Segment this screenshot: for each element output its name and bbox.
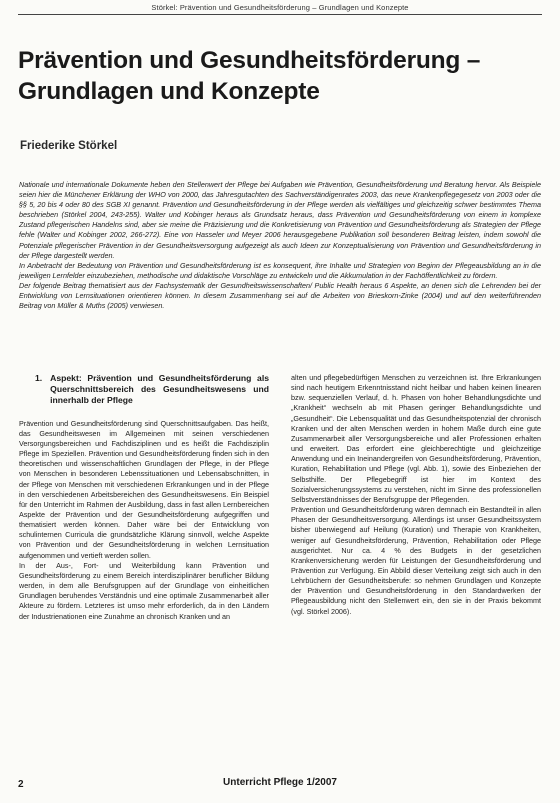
running-head: Störkel: Prävention und Gesundheitsförderung – Grundlagen und Konzepte — [151, 3, 409, 12]
title-line-1: Prävention und Gesundheitsförderung – — [18, 47, 481, 74]
intro-paragraph-2: In Anbetracht der Bedeutung von Prävention und Gesundheitsförderung ist es konsequent, ihre Inhalte und Strategien von Beginn der Pflegeausbildung an in die jeweiligen Lernfelder einzubeziehen, methodische und didaktische Vorschläge zu entwickeln und die Akkumulation in der Fachöffentlichkeit zu fördern. — [19, 260, 541, 280]
intro-paragraph-1: Nationale und internationale Dokumente heben den Stellenwert der Pflege bei Aufgaben wie Prävention, Gesundheitsförderung und Beratung hervor. Als Beispiele seien hier die Münchener Erklärung der WHO von 2000, das Jahresgutachten des Sachverständigenrates 2003, das neue Krankenpflegegesetz von 2003 oder die §§ 5, 20 bis 4 oder 80 des SGB XI genannt. Prävention und Gesundheitsförderung in der Pflege werden als vielfältiges und gleichzeitig schwer bestimmtes Thema beschrieben (Störkel 2004, 243-255). Walter und Kobinger heraus als Grundsatz heraus, dass Prävention und Gesundheitsförderung von einem in komplexe Zustand pflegerischen Handelns sind, aber sie meine die Präzisierung und die Konkretisierung von Prävention und Gesundheitsförderung als Strategien der Pflege fehle (Walter und Kobinger 2002, 266-272). Eine von Hasseler und Meyer 2006 herausgegebene Publikation soll besonderen Beitrag leisten, indem sowohl die Potenziale pflegerischer Prävention in der Gesundheitsversorgung aufgezeigt als auch Ideen zur Konzeptualisierung von Prävention und Gesundheitsförderung in der Pflege dargestellt werden. — [19, 180, 541, 260]
section-number: 1. — [35, 373, 43, 383]
right-column — [291, 373, 541, 617]
body-paragraph: alten und pflegebedürftigen Menschen zu verzeichnen ist. Ihre Erkrankungen sind nach heutigem Erkenntnisstand nicht heilbar und haben keinen linearen bzw. sequenziellen Verlauf, d. h. Phasen von hoher Behandlungsdichte und „Krankheit“ wechseln ab mit Phasen geringer Behandlungsdichte und „Gesundheit“. Die Lebensqualität und das Gesundheitspotenzial der chronisch Kranken und der alten Menschen werden in hohem Maße durch eine gute Zusammenarbeit aller Versorgungsbereiche und aller Professionen erhalten und erweitert. Das erfordert eine gleichberechtigte und gleichzeitige Anwendung und ein Ineinandergreifen von Gesundheitsförderung, Prävention, Kuration, Rehabilitation und Pflege (vgl. Abb. 1), sowie des Einbeziehen der Selbsthilfe. Der Pflegebegriff ist hier im Kontext des Sozialversicherungssystems zu verstehen, nicht im Sinne des professionellen Selbstverständnisses der Berufsgruppe der Pflegenden. — [291, 373, 541, 504]
body-paragraph: In der Aus-, Fort- und Weiterbildung kann Prävention und Gesundheitsförderung zu einem Bereich interdisziplinärer beruflicher Bildung werden, in dem alle Berufsgruppen auf der Grundlage von einheitlichen Grundlagen beruhendes Verständnis und eine optimale Zusammenarbeit aller Akteure zu fördern. Letzteres ist umso mehr erforderlich, da in den Ländern der Industrienationen eine Zunahme an chronisch Kranken und an — [19, 560, 269, 621]
author-name: Friederike Störkel — [20, 140, 118, 152]
section-heading-text: Aspekt: Prävention und Gesundheitsförderung als Querschnittsbereich des Gesundheitswesens und innerhalb der Pflege — [50, 373, 269, 406]
body-paragraph: Prävention und Gesundheitsförderung wären demnach ein Bestandteil in allen Phasen der Gesundheitsversorgung. Allerdings ist unser Gesundheitssystem bisher überwiegend auf Heilung (Kuration) und Therapie von Krankheiten, weniger auf Gesundheitsförderung, Prävention, Rehabilitation oder Pflege ausgerichtet. Nur ca. 4 % des Budgets in der gesetzlichen Krankenversicherung werden für Leistungen der Gesundheitsförderung und Prävention zur Verfügung. Ein Abbild dieser Verteilung zeigt sich auch in den Lehrbüchern der Gesundheitsberufe: so nehmen Grundlagen und Konzepte der Prävention und Gesundheitsförderung in den Standardwerken der Pflegeausbildung nicht den Stellenwert ein, den sie in der Praxis bekommt (vgl. Störkel 2006). — [291, 505, 541, 616]
intro-paragraph-3: Der folgende Beitrag thematisiert aus der Fachsystematik der Gesundheitswissenschaften/ Public Health heraus 6 Aspekte, an denen sich die Lehrenden bei der Entwicklung von Lernsituationen orientieren können. In diesem Zusammenhang sei auf die Arbeiten von Brieskorn-Zinke (2004) und auf den weiterführenden Beitrag von Müller & Muths (2005) verwiesen. — [19, 280, 541, 311]
left-column — [19, 373, 269, 622]
body-paragraph: Prävention und Gesundheitsförderung sind Querschnittsaufgaben. Das heißt, das Gesundheitswesen im Allgemeinen mit seinen verschiedenen Versorgungsbereichen und Fachdisziplinen und es heißt die Fachdisziplin Pflege im Speziellen. Prävention und Gesundheitsförderung finden sich in den theoretischen und wissenschaftlichen Grundlagen der Pflege, in der Pflege von Menschen in besonderen Lebenssituationen und Lebensabschnitten, in der Pflege von Menschen mit verschiedenen Erkrankungen und in der Pflege in den verschiedenen Arbeitsbereichen des Gesundheitswesens. Ein Beispiel für den Unterricht im Rahmen der Ausbildung, dass in fast allen Lernbereichen Aspekte der Prävention und der Gesundheitsförderung aufgegriffen und thematisiert werden können. Daher wäre bei der Entwicklung von schulinternen Curricula die grundsätzliche Klärung sinnvoll, welche Aspekte von Prävention und der Gesundheitsförderung in welchen Lernsituation aufgenommen und vertieft werden sollen. — [19, 418, 269, 560]
intro-abstract — [19, 180, 541, 311]
header-rule — [18, 14, 542, 15]
page-number: 2 — [18, 779, 24, 790]
title-line-2: Grundlagen und Konzepte — [18, 78, 320, 105]
article-title — [18, 45, 538, 107]
journal-footer: Unterricht Pflege 1/2007 — [223, 777, 337, 788]
section-heading — [35, 373, 269, 407]
